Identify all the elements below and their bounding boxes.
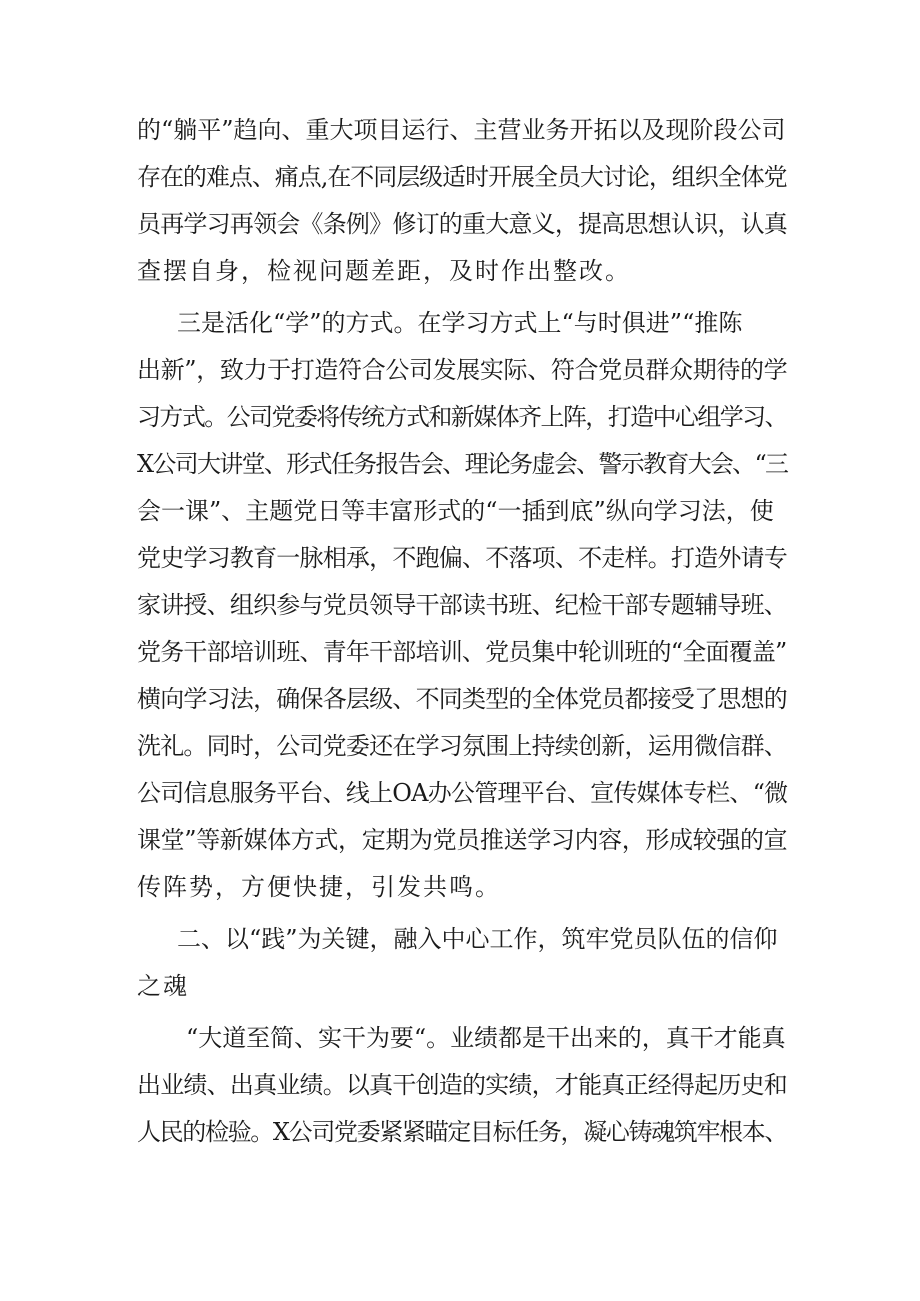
section-heading: 之魂 bbox=[137, 972, 189, 1000]
text-line: 党史学习教育一脉相承，不跑偏、不落项、不走样。打造外请专 bbox=[137, 544, 787, 572]
text-line: 公司信息服务平台、线上OA办公管理平台、宣传媒体专栏、“微 bbox=[137, 779, 788, 807]
text-line: 课堂”等新媒体方式，定期为党员推送学习内容，形成较强的宣 bbox=[137, 826, 788, 854]
text-line: 横向学习法，确保各层级、不同类型的全体党员都接受了思想的 bbox=[137, 685, 787, 713]
text-line: 家讲授、组织参与党员领导干部读书班、纪检干部专题辅导班、 bbox=[137, 591, 787, 619]
text-line: 查摆自身，检视问题差距，及时作出整改。 bbox=[137, 257, 631, 285]
text-line: 会一课”、主题党日等丰富形式的“一插到底”纵向学习法，使 bbox=[137, 497, 774, 525]
text-line: 习方式。公司党委将传统方式和新媒体齐上阵，打造中心组学习、 bbox=[137, 403, 787, 431]
text-line: 三是活化“学”的方式。在学习方式上“与时俱进”“推陈 bbox=[177, 309, 743, 337]
section-heading: 二、以“践”为关键，融入中心工作，筑牢党员队伍的信仰 bbox=[177, 925, 778, 953]
text-line: X公司大讲堂、形式任务报告会、理论务虚会、警示教育大会、“三 bbox=[137, 450, 788, 478]
text-line: 党务干部培训班、青年干部培训、党员集中轮训班的“全面覆盖” bbox=[137, 638, 787, 666]
text-line: 出新”，致力于打造符合公司发展实际、符合党员群众期待的学 bbox=[137, 356, 788, 384]
text-line: 存在的难点、痛点,在不同层级适时开展全员大讨论，组织全体党 bbox=[137, 163, 787, 191]
text-line: 的“躺平”趋向、重大项目运行、主营业务开拓以及现阶段公司 bbox=[137, 116, 786, 144]
text-line: “大道至简、实干为要“。业绩都是干出来的，真干才能真 bbox=[186, 1024, 786, 1052]
text-line: 传阵势，方便快捷，引发共鸣。 bbox=[137, 873, 501, 901]
text-line: 员再学习再领会《条例》修订的重大意义，提高思想认识，认真 bbox=[137, 210, 787, 238]
text-line: 出业绩、出真业绩。以真干创造的实绩，才能真正经得起历史和 bbox=[137, 1071, 787, 1099]
text-line: 人民的检验。X公司党委紧紧瞄定目标任务，凝心铸魂筑牢根本、 bbox=[137, 1118, 788, 1146]
text-line: 洗礼。同时，公司党委还在学习氛围上持续创新，运用微信群、 bbox=[137, 732, 787, 760]
